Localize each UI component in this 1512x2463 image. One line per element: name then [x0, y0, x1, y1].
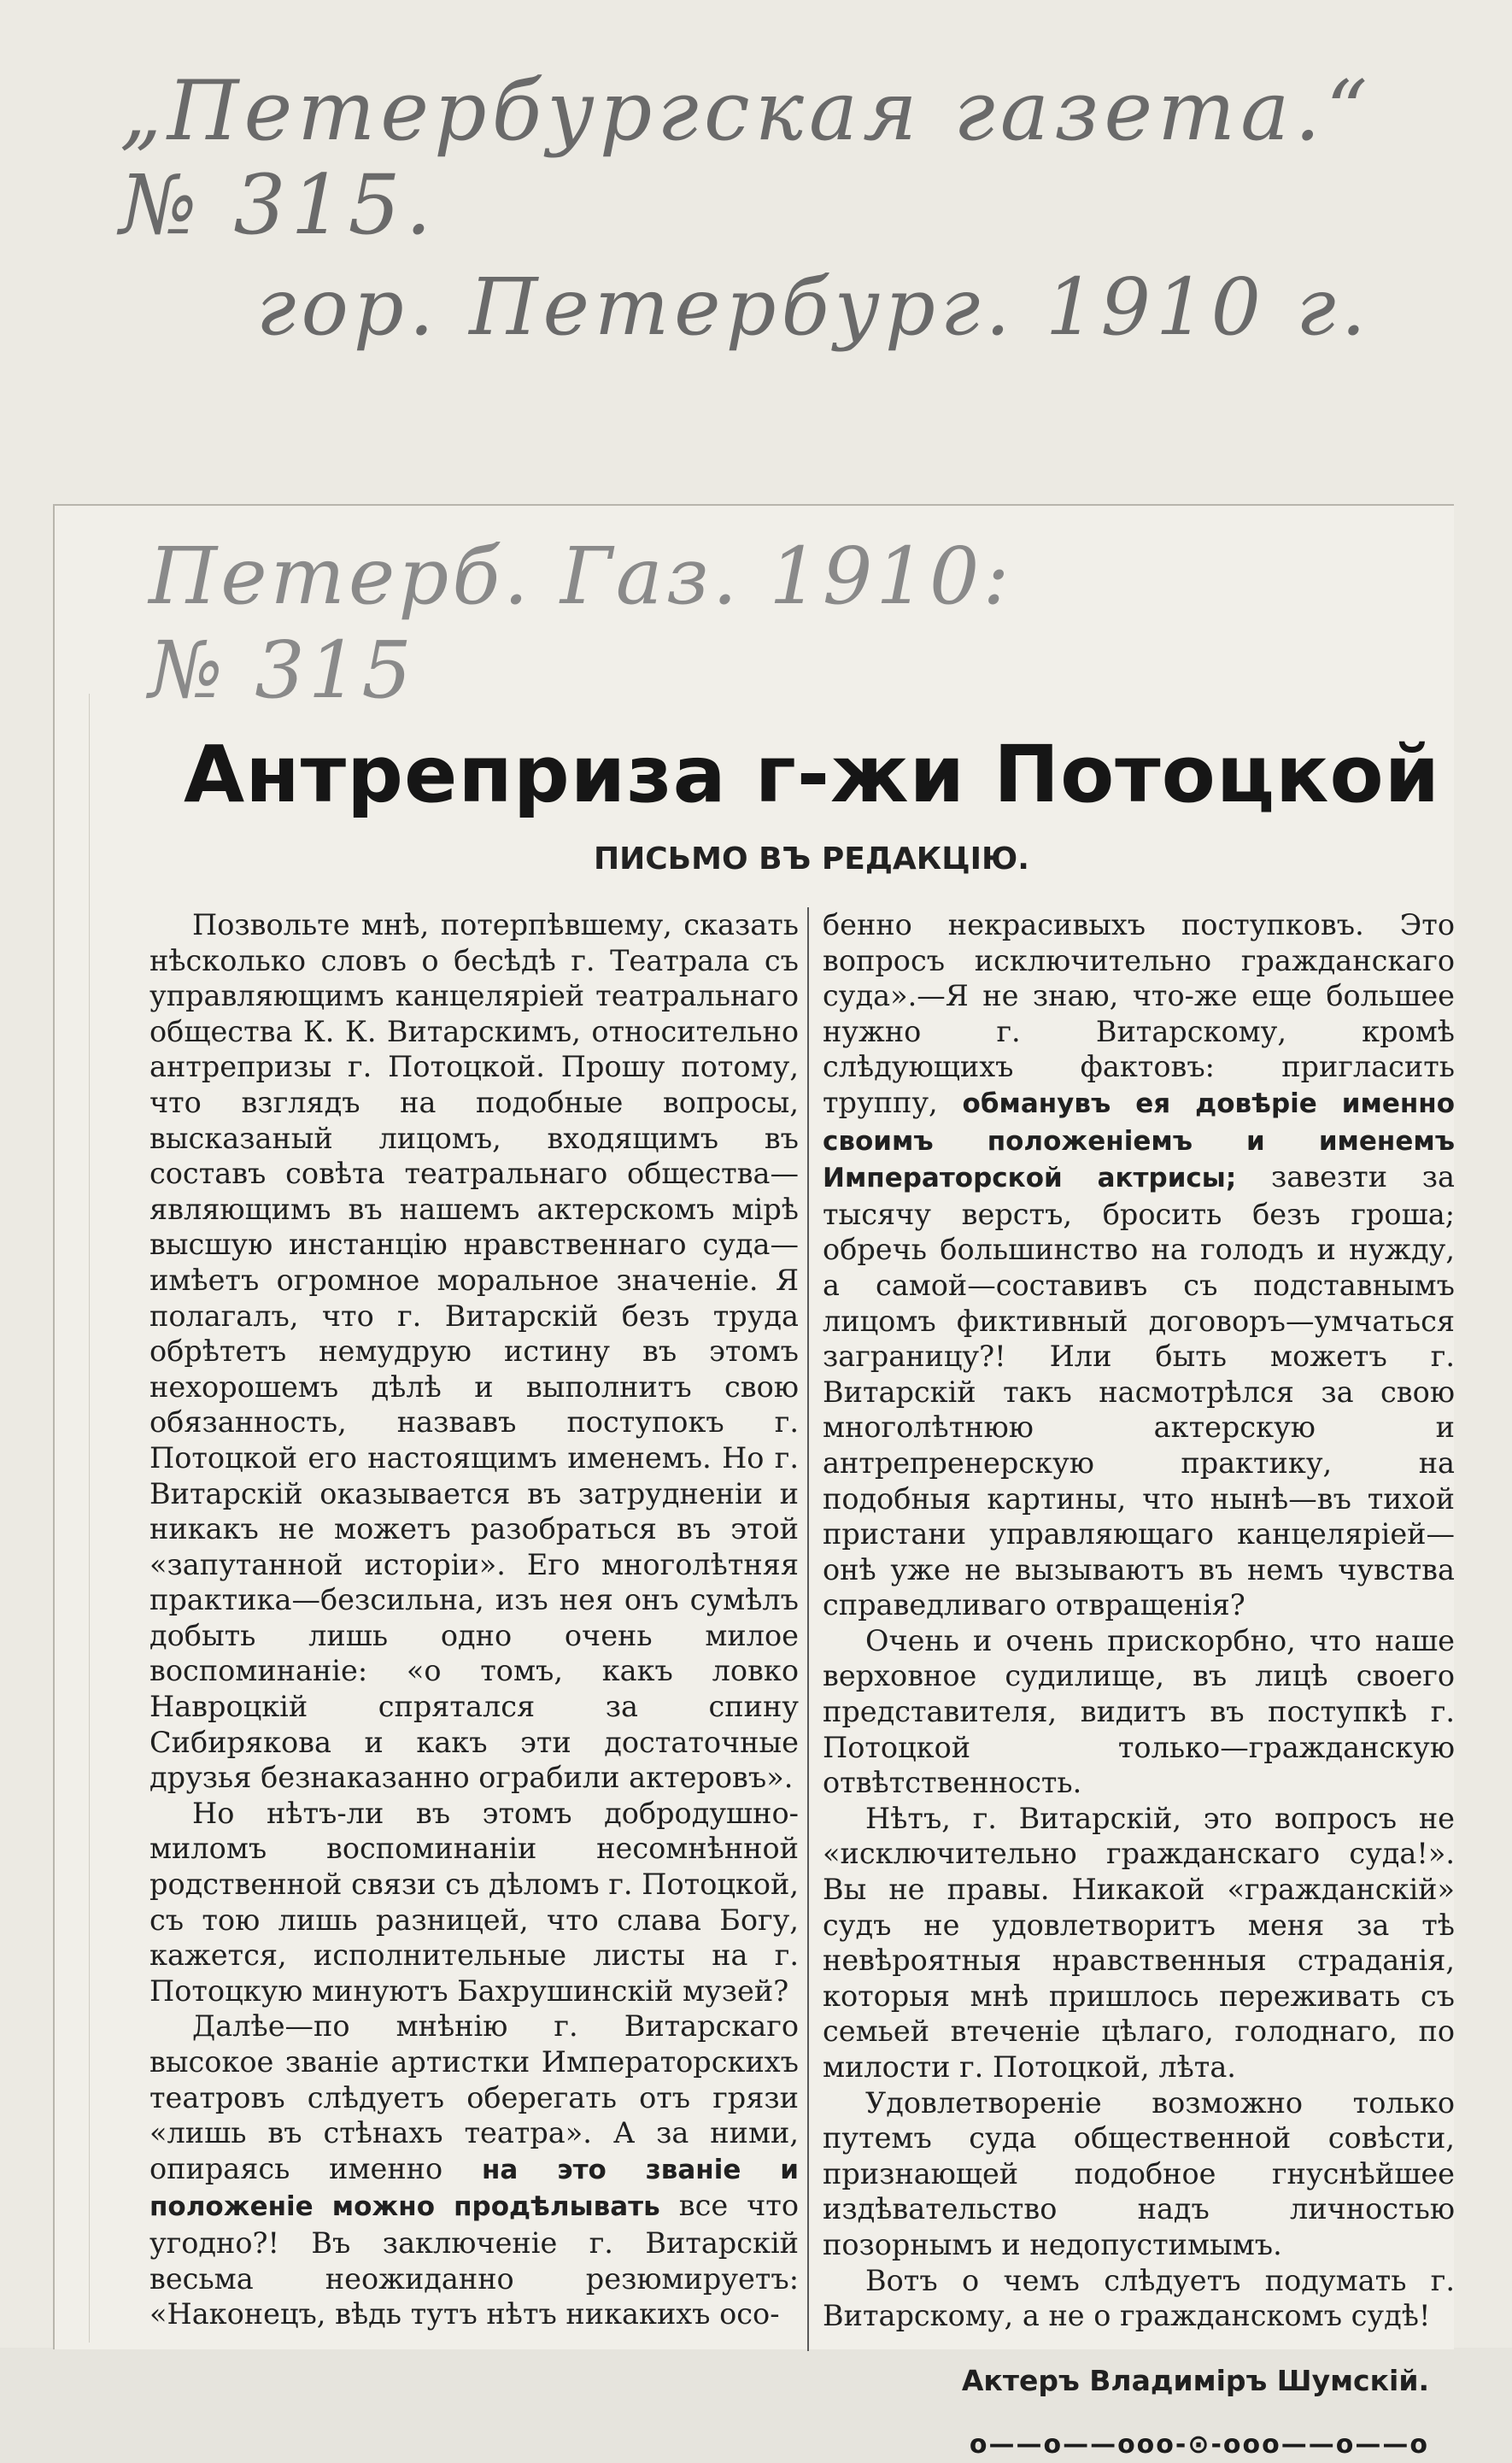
right-paragraph-1-start: бенно некрасивыхъ поступковъ. Это вопросъ исключительно гражданскаго суда».—Я не знаю, что-же еще большее нужно г. Витарскому, кромѣ слѣдующихъ фактовъ: пригласить труппу, — [823, 908, 1455, 1119]
archive-stamp: Петерб. Газ. 1910: № 315 — [149, 531, 1013, 716]
right-paragraph-2: Очень и очень прискорбно, что наше верховное судилище, въ лицѣ своего представителя, видитъ въ поступкѣ г. Потоцкой только—гражданскую отвѣтственность. — [823, 1623, 1455, 1800]
column-divider — [807, 907, 809, 2351]
right-paragraph-5: Вотъ о чемъ слѣдуетъ подумать г. Витарскому, а не о гражданскомъ судѣ! — [823, 2263, 1455, 2333]
left-paragraph-2: Но нѣтъ-ли въ этомъ добродушно-миломъ воспоминаніи несомнѣнной родственной связи съ дѣломъ г. Потоцкой, съ тою лишь разницей, что слава Богу, кажется, исполнительные листы на г. Потоцкую минуютъ Бахрушинскій музей? — [149, 1796, 799, 2008]
left-paragraph-3-end: все что угодно?! Въ заключеніе г. Витарскій весьма неожиданно резюмируетъ: «Наконецъ, вѣдь тутъ нѣтъ никакихъ осо- — [149, 2189, 799, 2331]
left-paragraph-3-bold: на это званіе и положеніе можно продѣлывать — [149, 2154, 799, 2223]
right-paragraph-1-end: завезти за тысячу верстъ, бросить безъ гроша; обречь большинство на голодъ и нужду, а самой—составивъ съ подставнымъ лицомъ фиктивный договоръ—умчаться заграницу?! Или быть можетъ г. Витарскій такъ насмотрѣлся за свою многолѣтнюю актерскую и антрепренерскую практику, на подобныя картины, что нынѣ—въ тихой пристани управляющаго канцеляріей—онѣ уже не вызываютъ въ немъ чувства справедливаго отвращенія? — [823, 1160, 1455, 1622]
article-subtitle: ПИСЬМО ВЪ РЕДАКЦІЮ. — [594, 842, 1029, 877]
right-paragraph-3: Нѣтъ, г. Витарскій, это вопросъ не «исключительно гражданскаго суда!». Вы не правы. Никакой «гражданскій» судъ не удовлетворитъ меня за тѣ невѣроятныя нравственныя страданія, которыя мнѣ пришлось переживать съ семьей втеченіе цѣлаго, голоднаго, по милости г. Потоцкой, лѣта. — [823, 1801, 1455, 2084]
handwritten-note — [120, 64, 1452, 355]
author-signature: Актеръ Владиміръ Шумскій. — [961, 2363, 1429, 2397]
right-paragraph-4: Удовлетвореніе возможно только путемъ суда общественной совѣсти, признающей подобное гнуснѣйшее издѣвательство надъ личностью позорнымъ и недопустимымъ. — [823, 2085, 1455, 2261]
right-column — [823, 907, 1455, 2463]
handwritten-line-2: гор. Петербург. 1910 г. — [256, 261, 1372, 353]
newspaper-clipping — [53, 504, 1455, 2460]
left-paragraph-3-start: Далѣе—по мнѣнію г. Витарскаго высокое званіе артистки Императорскихъ театровъ слѣдуетъ оберегать отъ грязи «лишь въ стѣнахъ театра». А за ними, опираясь именно — [149, 2009, 799, 2185]
left-column — [149, 907, 799, 2332]
right-paragraph-1-bold: обманувъ ея довѣріе именно своимъ положеніемъ и именемъ Императорской актрисы; — [823, 1088, 1455, 1194]
article-title: Антреприза г-жи Потоцкой — [184, 729, 1441, 820]
handwritten-line-1: „Петербургская газета.“ № 315. — [120, 63, 1373, 253]
left-paragraph-3 — [149, 2009, 799, 2331]
right-paragraph-1 — [823, 907, 1455, 1623]
closing-ornament: о——о——ооо-⊙-ооо——о——о — [969, 2430, 1429, 2460]
left-paragraph-1: Позвольте мнѣ, потерпѣвшему, сказать нѣсколько словъ о бесѣдѣ г. Театрала съ управляющимъ канцеляріей театральнаго общества К. К. Витарскимъ, относительно антрепризы г. Потоцкой. Прошу потому, что взглядъ на подобные вопросы, высказаный лицомъ, входящимъ въ составъ совѣта театральнаго общества—являющимъ въ нашемъ актерскомъ мірѣ высшую инстанцію нравственнаго суда—имѣетъ огромное моральное значеніе. Я полагалъ, что г. Витарскій безъ труда обрѣтетъ немудрую истину въ этомъ нехорошемъ дѣлѣ и выполнитъ свою обязанность, назвавъ поступокъ г. Потоцкой его настоящимъ именемъ. Но г. Витарскій оказывается въ затрудненіи и никакъ не можетъ разобраться въ этой «запутанной исторіи». Его многолѣтняя практика—безсильна, изъ нея онъ сумѣлъ добыть лишь одно очень милое воспоминаніе: «о томъ, какъ ловко Навроцкій спрятался за спину Сибирякова и какъ эти достаточные друзья безнаказанно ограбили актеровъ». — [149, 908, 799, 1795]
article — [89, 694, 1455, 2460]
